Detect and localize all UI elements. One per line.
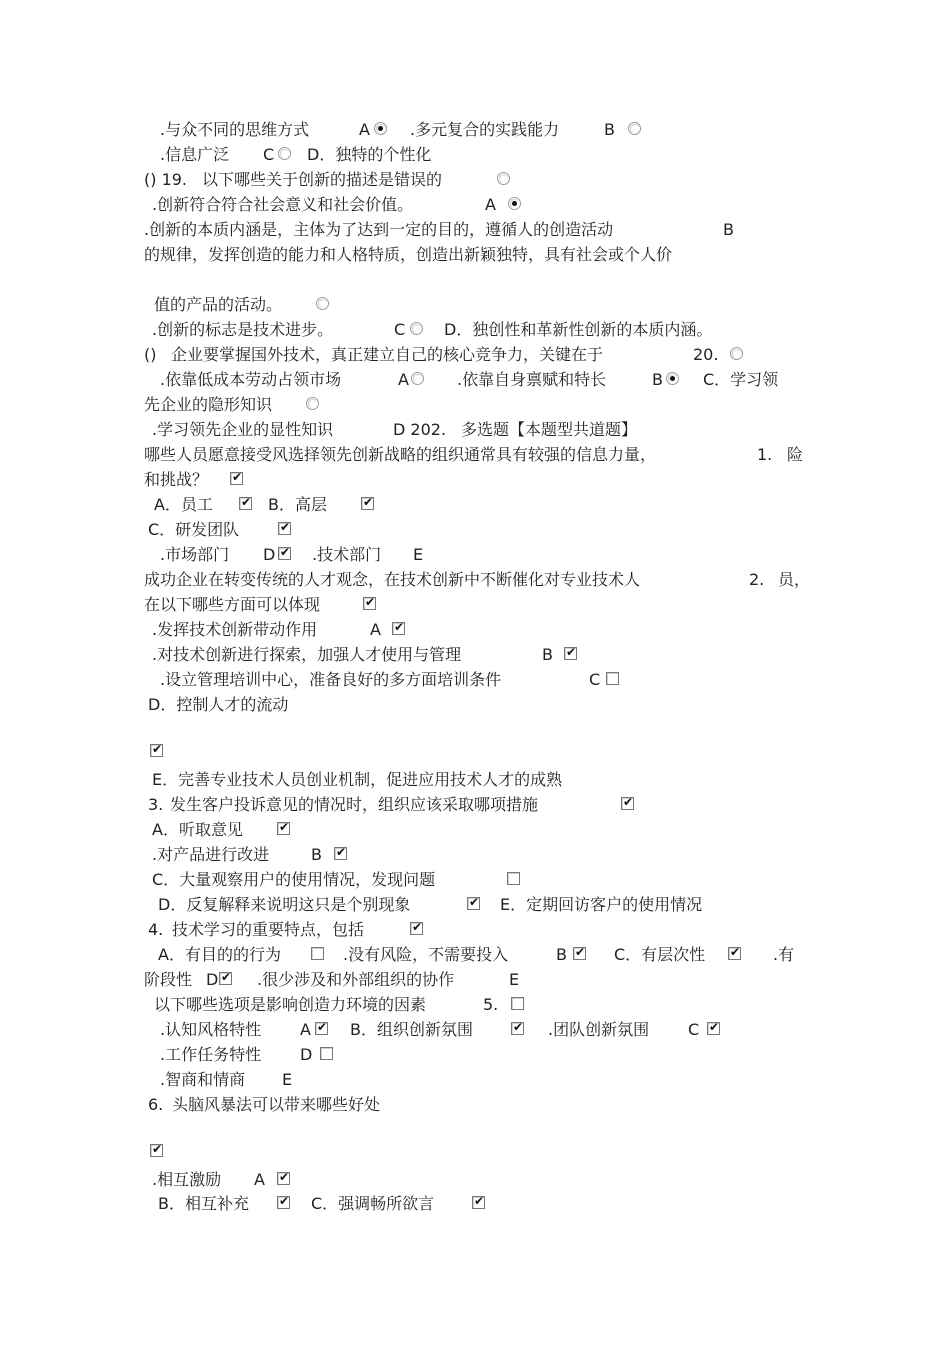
checkbox-checked[interactable] <box>621 797 634 810</box>
checkbox-checked[interactable] <box>277 1172 290 1185</box>
checkbox-checked[interactable] <box>150 1144 163 1157</box>
line-text: B <box>604 120 615 139</box>
radio-button[interactable] <box>497 172 510 185</box>
line-text: C <box>688 1020 700 1039</box>
line-text: B <box>652 370 663 389</box>
line-text: A．员工 <box>154 495 213 514</box>
checkbox-checked[interactable] <box>219 972 232 985</box>
line-text: 4. <box>148 920 164 939</box>
line-text: B．相互补充 <box>158 1194 249 1213</box>
line-text: () 19. <box>144 170 188 189</box>
line-text: A <box>370 620 381 639</box>
radio-button[interactable] <box>306 397 319 410</box>
line-text: .创新的标志是技术进步。 <box>152 320 334 339</box>
radio-button[interactable] <box>410 322 423 335</box>
line-text: C <box>394 320 406 339</box>
line-text: A．听取意见 <box>152 820 243 839</box>
line-text: D <box>300 1045 313 1064</box>
checkbox-checked[interactable] <box>707 1022 720 1035</box>
checkbox-checked[interactable] <box>150 744 163 757</box>
line-text: 发生客户投诉意见的情况时，组织应该采取哪项措施 <box>170 795 539 814</box>
line-text: D <box>206 970 219 989</box>
line-text: B <box>723 220 734 239</box>
line-text: C．研发团队 <box>148 520 240 539</box>
checkbox-checked[interactable] <box>467 897 480 910</box>
line-text: C <box>589 670 601 689</box>
checkbox-checked[interactable] <box>278 522 291 535</box>
line-text: .依靠自身禀赋和特长 <box>457 370 607 389</box>
line-text: C．强调畅所欲言 <box>311 1194 435 1213</box>
line-text: 技术学习的重要特点，包括 <box>172 920 365 939</box>
line-text: .相互激励 <box>152 1170 222 1189</box>
line-text: A <box>300 1020 311 1039</box>
line-text: B．高层 <box>268 495 327 514</box>
line-text: 6. <box>148 1095 164 1114</box>
line-text: 3. <box>148 795 164 814</box>
line-text: .对产品进行改进 <box>152 845 270 864</box>
line-text: 20. <box>693 345 719 364</box>
line-text: B <box>311 845 322 864</box>
line-text: .创新的本质内涵是，主体为了达到一定的目的，遵循人的创造活动 <box>144 220 614 239</box>
radio-button[interactable] <box>278 147 291 160</box>
line-text: .工作任务特性 <box>160 1045 262 1064</box>
checkbox-checked[interactable] <box>278 547 291 560</box>
radio-button-selected[interactable] <box>508 197 521 210</box>
checkbox[interactable] <box>511 997 524 1010</box>
checkbox-checked[interactable] <box>392 622 405 635</box>
radio-button[interactable] <box>628 122 641 135</box>
line-text: 阶段性 <box>144 970 193 989</box>
checkbox-checked[interactable] <box>239 497 252 510</box>
line-text: .设立管理培训中心，准备良好的多方面培训条件 <box>160 670 502 689</box>
line-text: E <box>282 1070 293 1089</box>
line-text: D 202. <box>393 420 447 439</box>
line-text: C <box>263 145 275 164</box>
checkbox-checked[interactable] <box>363 597 376 610</box>
checkbox-checked[interactable] <box>573 947 586 960</box>
line-text: C．大量观察用户的使用情况，发现问题 <box>152 870 436 889</box>
line-text: .团队创新氛围 <box>548 1020 650 1039</box>
line-text: .有 <box>773 945 795 964</box>
line-text: .学习领先企业的显性知识 <box>152 420 334 439</box>
line-text: 哪些人员愿意接受风选择领先创新战略的组织通常具有较强的信息力量， <box>144 445 657 464</box>
checkbox-checked[interactable] <box>410 922 423 935</box>
line-text: A <box>359 120 370 139</box>
line-text: E．完善专业技术人员创业机制，促进应用技术人才的成熟 <box>152 770 563 789</box>
line-text: D．独创性和革新性创新的本质内涵。 <box>444 320 713 339</box>
line-text: 值的产品的活动。 <box>154 295 283 314</box>
line-text: A．有目的的行为 <box>158 945 281 964</box>
checkbox[interactable] <box>311 947 324 960</box>
line-text: 1. <box>757 445 773 464</box>
line-text: D <box>263 545 276 564</box>
line-text: .信息广泛 <box>160 145 230 164</box>
line-text: .与众不同的思维方式 <box>160 120 310 139</box>
line-text: 在以下哪些方面可以体现 <box>144 595 321 614</box>
line-text: A <box>485 195 496 214</box>
line-text: 企业要掌握国外技术，真正建立自己的核心竞争力，关键在于 <box>171 345 604 364</box>
line-text: E <box>509 970 520 989</box>
line-text: 以下哪些关于创新的描述是错误的 <box>202 170 443 189</box>
checkbox-checked[interactable] <box>315 1022 328 1035</box>
checkbox-checked[interactable] <box>361 497 374 510</box>
line-text: B <box>556 945 567 964</box>
line-text: D．反复解释来说明这只是个别现象 <box>158 895 411 914</box>
radio-button-selected[interactable] <box>666 372 679 385</box>
line-text: 头脑风暴法可以带来哪些好处 <box>172 1095 381 1114</box>
line-text: .依靠低成本劳动占领市场 <box>160 370 342 389</box>
checkbox-checked[interactable] <box>564 647 577 660</box>
checkbox[interactable] <box>507 872 520 885</box>
line-text: 险 <box>787 445 804 464</box>
line-text: () <box>144 345 157 364</box>
line-text: .多元复合的实践能力 <box>410 120 560 139</box>
line-text: .认知风格特性 <box>160 1020 262 1039</box>
checkbox-checked[interactable] <box>511 1022 524 1035</box>
checkbox-checked[interactable] <box>277 822 290 835</box>
line-text: C．有层次性 <box>614 945 706 964</box>
line-text: B．组织创新氛围 <box>350 1020 473 1039</box>
line-text: 先企业的隐形知识 <box>144 395 273 414</box>
line-text: 成功企业在转变传统的人才观念，在技术创新中不断催化对专业技术人 <box>144 570 641 589</box>
radio-button[interactable] <box>316 297 329 310</box>
line-text: .没有风险，不需要投入 <box>343 945 509 964</box>
checkbox[interactable] <box>606 672 619 685</box>
line-text: D．独特的个性化 <box>307 145 432 164</box>
line-text: A <box>254 1170 265 1189</box>
checkbox-checked[interactable] <box>334 847 347 860</box>
line-text: .很少涉及和外部组织的协作 <box>257 970 455 989</box>
line-text: E．定期回访客户的使用情况 <box>500 895 703 914</box>
line-text: .对技术创新进行探索，加强人才使用与管理 <box>152 645 462 664</box>
line-text: 2. <box>749 570 765 589</box>
line-text: E <box>413 545 424 564</box>
checkbox-checked[interactable] <box>728 947 741 960</box>
line-text: 多选题【本题型共道题】 <box>461 420 638 439</box>
checkbox-checked[interactable] <box>472 1196 485 1209</box>
checkbox-checked[interactable] <box>277 1196 290 1209</box>
line-text: .创新符合符合社会意义和社会价值。 <box>152 195 414 214</box>
checkbox[interactable] <box>320 1047 333 1060</box>
line-text: 的规律，发挥创造的能力和人格特质，创造出新颖独特，具有社会或个人价 <box>144 245 673 264</box>
line-text: D．控制人才的流动 <box>148 695 289 714</box>
line-text: B <box>542 645 553 664</box>
line-text: .技术部门 <box>312 545 382 564</box>
radio-button[interactable] <box>411 372 424 385</box>
line-text: .市场部门 <box>160 545 230 564</box>
line-text: 员， <box>778 570 811 589</box>
line-text: .智商和情商 <box>160 1070 246 1089</box>
line-text: 以下哪些选项是影响创造力环境的因素 <box>154 995 427 1014</box>
radio-button[interactable] <box>730 347 743 360</box>
line-text: C．学习领 <box>703 370 779 389</box>
line-text: 和挑战？ <box>144 470 209 489</box>
line-text: A <box>398 370 409 389</box>
radio-button-selected[interactable] <box>374 122 387 135</box>
line-text: .发挥技术创新带动作用 <box>152 620 318 639</box>
checkbox-checked[interactable] <box>230 472 243 485</box>
line-text: 5. <box>483 995 499 1014</box>
